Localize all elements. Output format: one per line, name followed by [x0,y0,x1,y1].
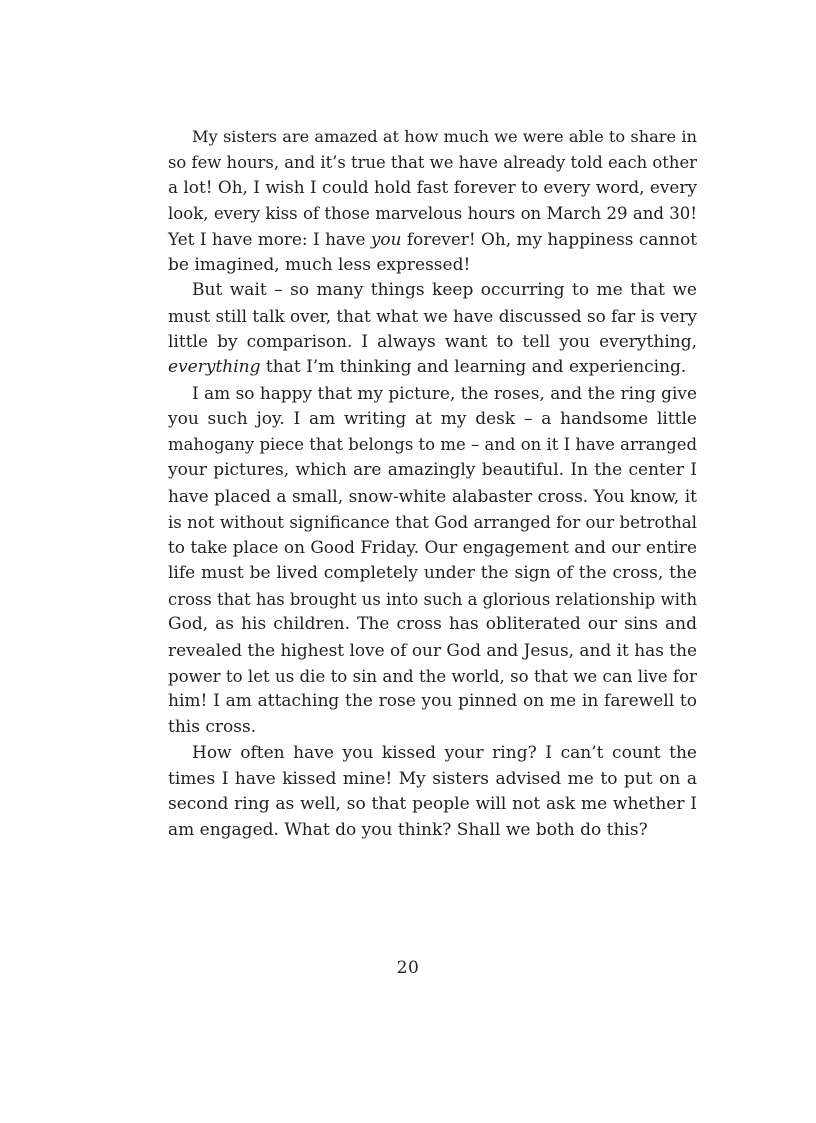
text-line: this cross. [168,717,257,738]
text-line: you such joy. I am writing at my desk – a handsome little [168,408,697,429]
emphasis-text: you [370,228,402,249]
text-line: your pictures, which are amazingly beautiful. In the center I [168,460,697,481]
text-line: look, every kiss of those marvelous hours on March 29 and 30! [168,204,697,224]
text-line: I am so happy that my picture, the roses, and the ring give [192,383,697,404]
text-line: power to let us die to sin and the world, so that we can live for [168,666,697,686]
page-number: 20 [396,958,420,978]
emphasis-text: everything [168,357,261,378]
text-line: is not without significance that God arranged for our betrothal [168,512,697,532]
paragraph-3 [168,381,697,741]
text-line: God, as his children. The cross has obliterated our sins and [168,614,697,635]
paragraph-4 [168,741,697,844]
paragraph-1 [168,124,697,278]
text-line: have placed a small, snow-white alabaster cross. You know, it [168,485,697,506]
text-line: revealed the highest love of our God and Jesus, and it has the [168,640,697,661]
text-line: to take place on Good Friday. Our engagement and our entire [168,537,697,558]
text-run: forever! Oh, my happiness cannot [401,228,697,249]
text-line: How often have you kissed your ring? I can’t count the [192,742,697,763]
text-line [168,355,697,381]
text-run: that I’m thinking and learning and experiencing. [260,357,687,378]
text-line: be imagined, much less expressed! [168,254,471,275]
text-line: life must be lived completely under the sign of the cross, the [168,562,697,583]
text-line: a lot! Oh, I wish I could hold fast forever to every word, every [168,177,697,198]
text-line: am engaged. What do you think? Shall we both do this? [168,819,648,840]
body-text [168,124,697,844]
text-line: But wait – so many things keep occurring to me that we [192,280,697,301]
text-line: cross that has brought us into such a glorious relationship with [168,589,698,609]
text-line: times I have kissed mine! My sisters advised me to put on a [168,768,697,789]
text-line: must still talk over, that what we have discussed so far is very [168,305,697,326]
text-line: My sisters are amazed at how much we were able to share in [192,127,697,146]
text-line: second ring as well, so that people will not ask me whether I [168,794,697,815]
text-run: Yet I have more: I have [168,228,371,249]
paragraph-2 [168,278,697,381]
text-line: little by comparison. I always want to tell you everything, [168,331,697,352]
text-line: mahogany piece that belongs to me – and on it I have arranged [168,435,697,455]
text-line [168,227,697,253]
text-line: so few hours, and it’s true that we have already told each other [168,152,698,172]
text-line: him! I am attaching the rose you pinned on me in farewell to [168,691,697,712]
